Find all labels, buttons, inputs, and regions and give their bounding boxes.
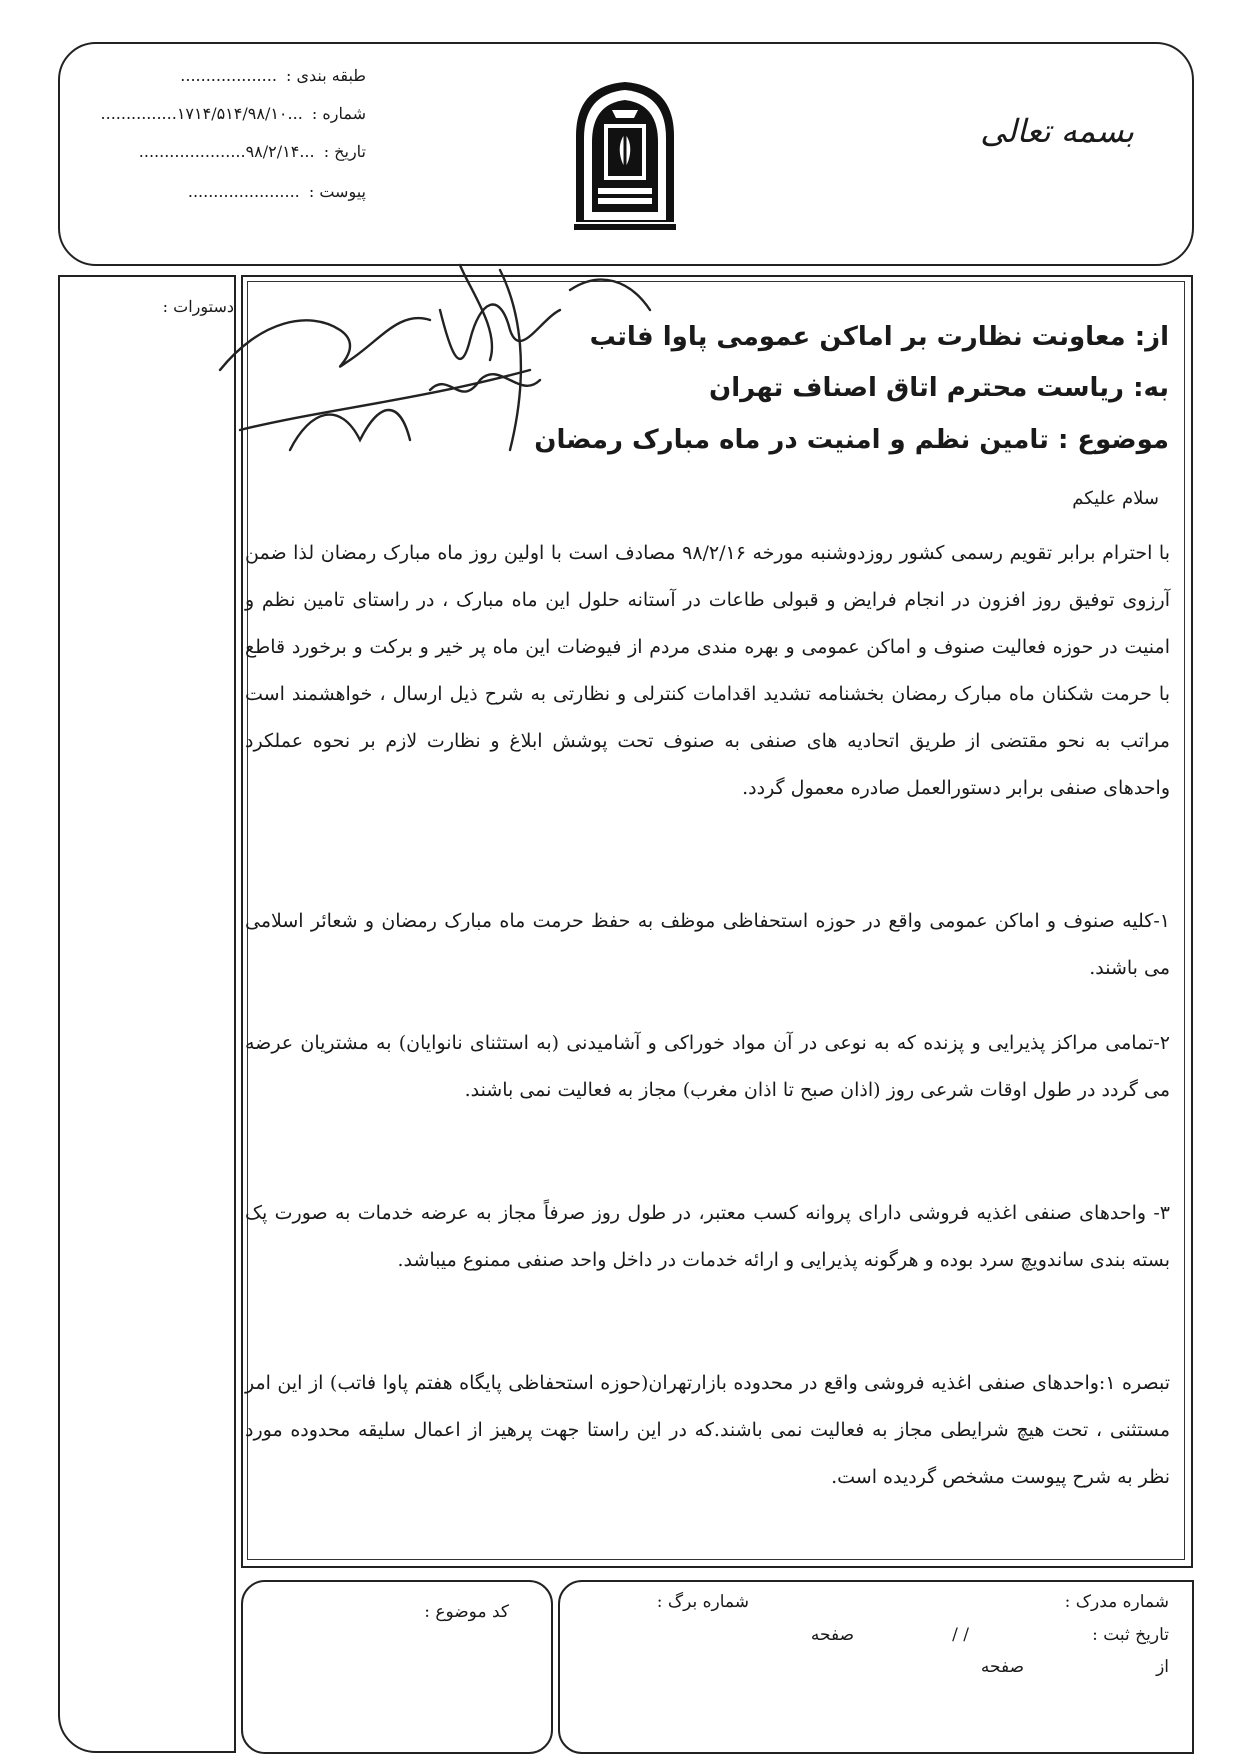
item-1-paragraph: ۱-کلیه صنوف و اماکن عمومی واقع در حوزه استحفاظی موظف به حفظ حرمت ماه مبارک رمضان و شعائر اسلامی می باشند. [245,910,1170,979]
number-line [86,104,366,123]
sheet-number-label: شماره برگ : [656,1592,749,1612]
salutation: سلام علیکم [1072,488,1159,509]
classification-line [86,66,366,85]
police-emblem-icon [568,76,682,234]
item-3-paragraph: ۳- واحدهای صنفی اغذیه فروشی دارای پروانه کسب معتبر، در طول روز صرفاً مجاز به عرضه خدمات به صورت پک بسته بندی ساندویچ سرد بوده و هرگونه پذیرایی و ارائه خدمات در داخل واحد صنفی ممنوع میباشد. [245,1202,1170,1271]
letter-to: به: ریاست محترم اتاق اصناف تهران [709,373,1169,403]
page-label-2: صفحه [980,1657,1024,1677]
date-value: ...۹۸/۲/۱۴..................... [138,142,315,161]
item-2-paragraph: ۲-تمامی مراکز پذیرایی و پزنده که به نوعی در آن مواد خوراکی و آشامیدنی (به استثنای نانوایان) به مشتریان عرضه می گردد در طول اوقات شرعی روز (اذان صبح تا اذان مغرب) مجاز به فعالیت نمی باشند. [245,1032,1170,1101]
instructions-sidebar [58,275,236,1753]
from-label: از [1156,1657,1169,1677]
letter-subject: موضوع : تامین نظم و امنیت در ماه مبارک رمضان [534,425,1169,455]
number-label: شماره : [311,104,366,123]
letter-from: از: معاونت نظارت بر اماکن عمومی پاوا فاتب [589,322,1169,352]
date-line [86,142,366,161]
attachment-value: ...................... [187,182,300,201]
subject-code-label: کد موضوع : [424,1602,509,1622]
note-1-paragraph: تبصره ۱:واحدهای صنفی اغذیه فروشی واقع در محدوده بازارتهران(حوزه استحفاظی پایگاه هفتم پاوا فاتب) از این امر مستثنی ، تحت هیچ شرایطی مجاز به فعالیت نمی باشند.که در این راستا جهت پرهیز از اعمال سلیقه محدوده مورد نظر به شرح پیوست مشخص گردیده است. [245,1372,1170,1488]
classification-label: طبقه بندی : [286,66,366,85]
reg-date-slashes: / / [952,1625,969,1645]
reg-date-label: تاریخ ثبت : [1092,1625,1169,1645]
page-label-1: صفحه [810,1625,854,1645]
date-label: تاریخ : [323,142,366,161]
number-value: ...۱۷۱۴/۵۱۴/۹۸/۱۰............... [100,104,303,123]
handwritten-signature [200,250,660,480]
intro-paragraph: با احترام برابر تقویم رسمی کشور روزدوشنبه مورخه ۹۸/۲/۱۶ مصادف است با اولین روز ماه مبارک رمضان لذا ضمن آرزوی توفیق روز افزون در انجام فرایض و قبولی طاعات در آستانه حلول این ماه مبارک ، در راستای تامین نظم و امنیت در حوزه فعالیت صنوف و اماکن عمومی و بهره مندی مردم از فیوضات این ماه پر خیر و برکت و برخورد قاطع با حرمت شکنان ماه مبارک رمضان بخشنامه تشدید اقدامات کنترلی و نظارتی به شرح ذیل ارسال ، خواهشمند است مراتب به نحو مقتضی از طریق اتحادیه های صنفی به صنوف تحت پوشش ابلاغ و نظارت لازم بر نحوه عملکرد واحدهای صنفی برابر دستورالعمل صادره معمول گردد. [245,542,1170,799]
attachment-line [86,182,366,201]
bism-title: بسمه تعالی [980,112,1134,150]
classification-value: ................... [180,66,277,85]
attachment-label: پیوست : [308,182,366,201]
doc-number-label: شماره مدرک : [1064,1592,1169,1612]
instructions-label: دستورات : [162,297,234,316]
